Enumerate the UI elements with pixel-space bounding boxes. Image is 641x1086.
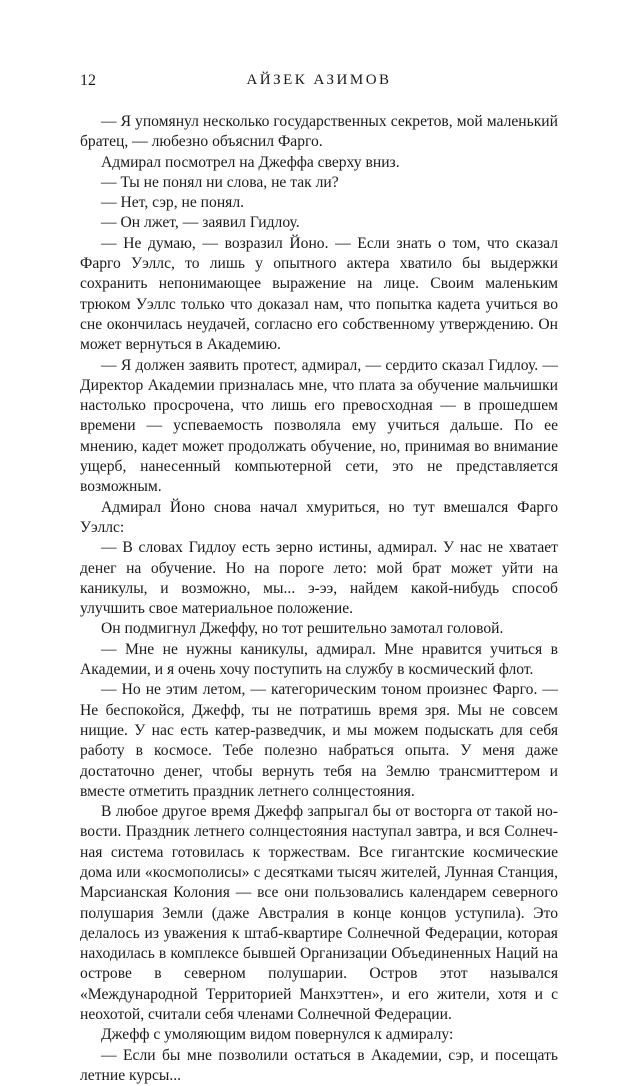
paragraph: — В словах Гидлоу есть зерно истины, адмирал. У нас не хватает денег на обучение. Но на пороге лето: мой брат может уйти на каникулы, и возможно, мы... э-ээ, найдем какой-нибудь способ улучшить свое материальное положение. [80, 539, 558, 618]
paragraph: — Если бы мне позволили остаться в Академии, сэр, и посещать летние курсы... [80, 1046, 558, 1084]
running-head [80, 72, 558, 94]
paragraph: — Я упомянул несколько государственных секретов, мой маленький братец, — любезно объяснил Фарго. [80, 113, 558, 151]
paragraph: — Ты не понял ни слова, не так ли? [101, 173, 339, 191]
book-page [80, 72, 558, 1086]
paragraph: Он подмигнул Джеффу, но тот решительно замотал головой. [101, 620, 504, 638]
body-text [80, 112, 558, 1086]
paragraph: — Не думаю, — возразил Йоно. — Если знать о том, что сказал Фарго Уэллс, то лишь у опытного актера хватило бы выдержки сохранить непонимающее выражение на лице. Своим маленьким трюком Уэллс только что доказал нам, что попытка кадета учиться во сне окончилась неудачей, согласно его собственному утверждению. Он может вернуться в Академию. [80, 234, 558, 354]
paragraph: Джефф с умоляющим видом повернулся к адмиралу: [101, 1026, 454, 1044]
paragraph: — Но не этим летом, — категорическим тоном произнес Фарго. — Не беспокойся, Джефф, ты не потратишь время зря. Мы не совсем нищие. У нас есть катер-разведчик, и мы можем подыскать для себя работу в космосе. Тебе полезно набраться опыта. У меня даже достаточно денег, чтобы вернуть тебя на Землю трансмиттером и вместе отметить праздник летнего солнцестояния. [80, 681, 558, 800]
paragraph: — Он лжет, — заявил Гидлоу. [101, 214, 300, 232]
paragraph: — Я должен заявить протест, адмирал, — сердито сказал Гидлоу. — Директор Академии призналась мне, что плата за обучение мальчишки настолько просрочена, что лишь его превосходная — в прошедшем времени — успеваемость позволяла ему учиться дальше. По ее мнению, кадет может продолжать обучение, но, принимая во внимание ущерб, нанесенный компьютерной сети, это не представляется возможным. [80, 356, 558, 496]
paragraph: — Мне не нужны каникулы, адмирал. Мне нравится учиться в Академии, и я очень хочу поступить на службу в космический флот. [80, 640, 558, 679]
paragraph: — Нет, сэр, не понял. [101, 194, 245, 212]
paragraph: Адмирал посмотрел на Джеффа сверху вниз. [101, 153, 400, 171]
book-author-header: АЙЗЕК АЗИМОВ [246, 72, 392, 88]
paragraph: Адмирал Йоно снова начал хмуриться, но тут вмешался Фарго Уэллс: [80, 498, 558, 536]
page-number: 12 [80, 72, 96, 89]
paragraph: В любое другое время Джефф запрыгал бы от восторга от такой новости. Праздник летнего солнцестояния наступал завтра, и вся Солнечная система готовилась к торжествам. Все гигантские космические дома или «космополисы» с десятками тысяч жителей, Лунная Станция, Марсианская Колония — все они пользовались календарем северного полушария Земли (даже Австралия в конце концов уступила). Это делалось из уважения к штаб-квартире Солнечной Федерации, которая находилась в комплексе бывшей Организации Объединенных Наций на острове в северном полушарии. Остров этот назывался «Международной Территорией Манхэттен», и его жители, хотя и с неохотой, считали себя членами Солнечной Федерации. [80, 803, 558, 1024]
